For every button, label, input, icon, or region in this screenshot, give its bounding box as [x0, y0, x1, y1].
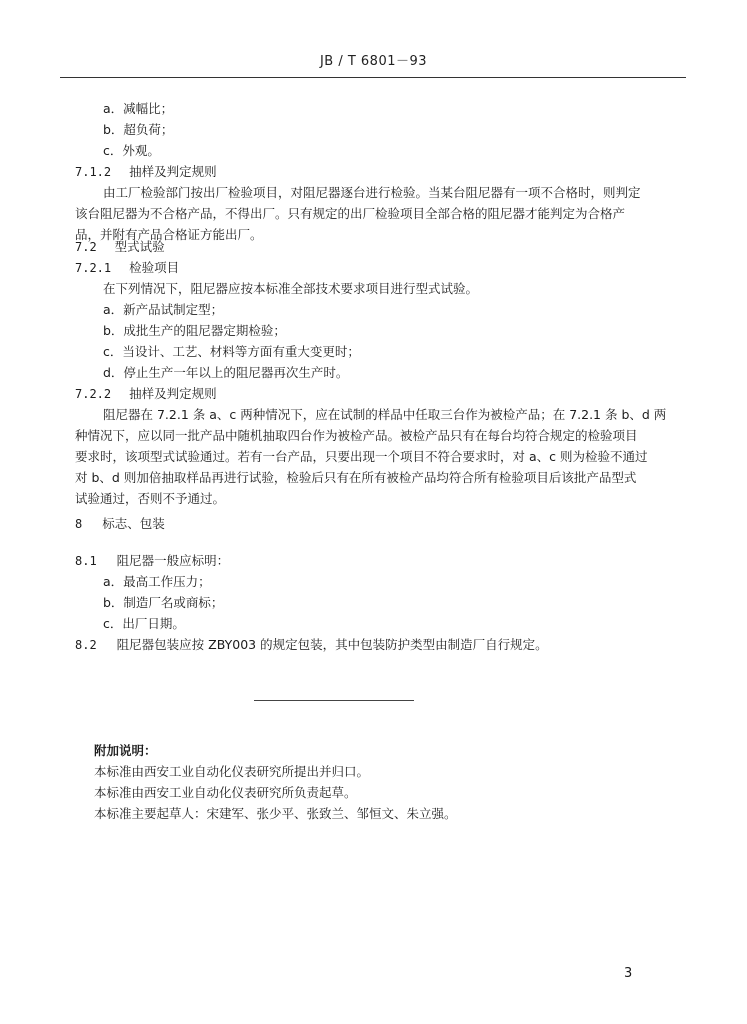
list-item: b．制造厂名或商标；	[103, 595, 224, 610]
section-number: 7.1.2	[75, 165, 112, 179]
paragraph-line: 阻尼器在 7.2.1 条 a、c 两种情况下，应在试制的样品中任取三台作为被检产品；在 7.2.1 条 b、d 两	[103, 407, 667, 422]
section-title: 抽样及判定规则	[129, 164, 217, 179]
list-item: c．出厂日期。	[103, 616, 185, 631]
section-number: 8	[75, 517, 83, 531]
list-item: c．外观。	[103, 143, 160, 158]
section-text: 阻尼器包装应按 ZBY003 的规定包装，其中包装防护类型由制造厂自行规定。	[116, 637, 548, 652]
section-number: 7.2	[75, 240, 97, 254]
section-number: 7.2.2	[75, 387, 112, 401]
section-8-1	[75, 552, 229, 570]
paragraph-line: 试验通过，否则不予通过。	[75, 491, 226, 506]
document-code-header: JB / T 6801－93	[319, 54, 428, 69]
paragraph-line: 种情况下，应以同一批产品中随机抽取四台作为被检产品。被检产品只有在每台均符合规定的检验项目	[75, 428, 638, 443]
section-number: 8.1	[75, 554, 97, 568]
list-item: a．最高工作压力；	[103, 574, 211, 589]
section-heading-7-2-2	[75, 385, 217, 403]
notes-line: 本标准主要起草人：宋建军、张少平、张致兰、邹恒文、朱立强。	[94, 806, 457, 821]
section-title: 型式试验	[114, 239, 165, 254]
section-text: 阻尼器一般应标明：	[116, 553, 230, 568]
end-separator	[254, 700, 414, 701]
notes-line: 本标准由西安工业自动化仪表研究所负责起草。	[94, 785, 357, 800]
section-heading-7-2-1	[75, 259, 179, 277]
section-title: 标志、包装	[102, 516, 165, 531]
paragraph-line: 在下列情况下，阻尼器应按本标准全部技术要求项目进行型式试验。	[103, 281, 479, 296]
list-item: c．当设计、工艺、材料等方面有重大变更时；	[103, 344, 360, 359]
section-number: 7.2.1	[75, 261, 112, 275]
list-item: b．成批生产的阻尼器定期检验；	[103, 323, 286, 338]
paragraph-line: 该台阻尼器为不合格产品，不得出厂。只有规定的出厂检验项目全部合格的阻尼器才能判定为合格产	[75, 206, 626, 221]
page-number: 3	[624, 966, 633, 981]
paragraph-line: 品，并附有产品合格证方能出厂。	[75, 227, 263, 242]
paragraph-line: 由工厂检验部门按出厂检验项目，对阻尼器逐台进行检验。当某台阻尼器有一项不合格时，则判定	[103, 185, 641, 200]
section-title: 抽样及判定规则	[129, 386, 217, 401]
list-item: a．减幅比；	[103, 101, 174, 116]
notes-heading: 附加说明：	[94, 743, 157, 758]
list-item: a．新产品试制定型；	[103, 302, 224, 317]
list-item: b．超负荷；	[103, 122, 174, 137]
section-number: 8.2	[75, 638, 97, 652]
section-title: 检验项目	[129, 260, 180, 275]
paragraph-line: 要求时，该项型式试验通过。若有一台产品，只要出现一个项目不符合要求时，对 a、c 则为检验不通过	[75, 449, 648, 464]
section-heading-8	[75, 515, 165, 533]
section-heading-7-1-2	[75, 163, 217, 181]
section-heading-7-2	[75, 238, 165, 256]
list-item: d．停止生产一年以上的阻尼器再次生产时。	[103, 365, 349, 380]
header-rule	[60, 77, 686, 78]
paragraph-line: 对 b、d 则加倍抽取样品再进行试验，检验后只有在所有被检产品均符合所有检验项目后该批产品型式	[75, 470, 637, 485]
notes-line: 本标准由西安工业自动化仪表研究所提出并归口。	[94, 764, 370, 779]
section-8-2	[75, 636, 548, 654]
